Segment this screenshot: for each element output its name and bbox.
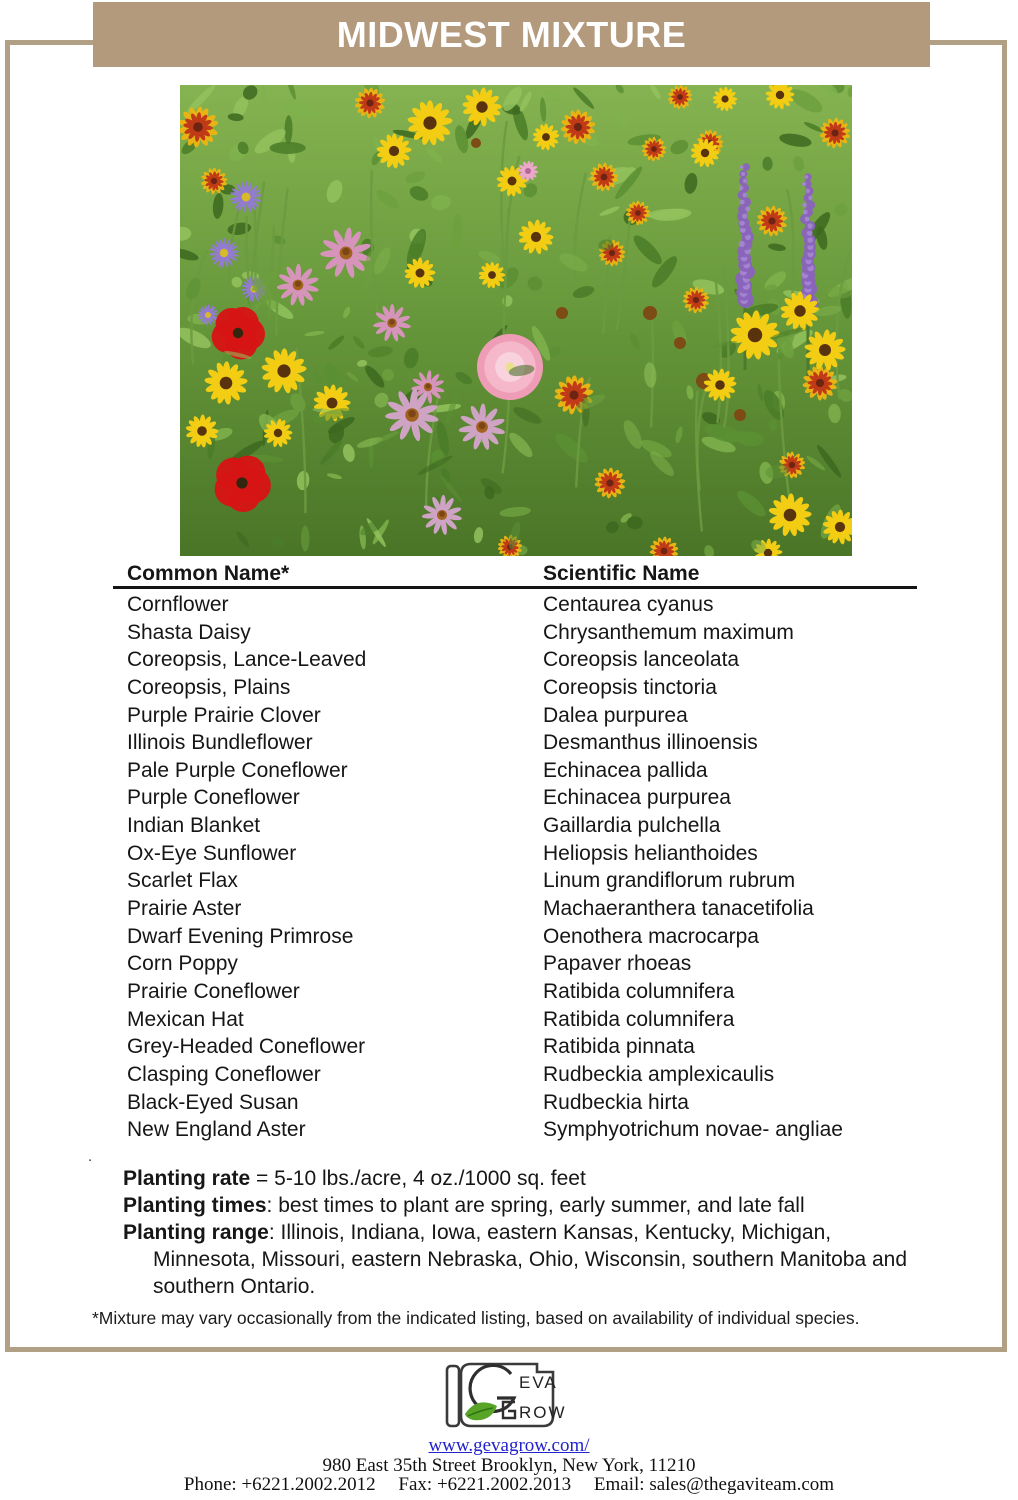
- common-name-cell: Black-Eyed Susan: [127, 1090, 299, 1114]
- table-row: [113, 1033, 917, 1061]
- scientific-name-cell: Chrysanthemum maximum: [543, 620, 794, 644]
- scientific-name-cell: Dalea purpurea: [543, 703, 688, 727]
- scientific-name-cell: Echinacea pallida: [543, 758, 708, 782]
- wildflower-meadow-photo: [180, 85, 852, 556]
- table-row: [113, 757, 917, 785]
- footer-website-line: [0, 1435, 1018, 1457]
- species-table: [113, 561, 917, 1144]
- common-name-cell: Ox-Eye Sunflower: [127, 841, 297, 865]
- table-row: [113, 895, 917, 923]
- scientific-name-cell: Ratibida pinnata: [543, 1035, 695, 1059]
- stray-period-mark: .: [88, 1148, 93, 1165]
- common-name-cell: Cornflower: [127, 593, 229, 616]
- table-row: [113, 674, 917, 702]
- common-name-cell: Dwarf Evening Primrose: [127, 924, 354, 948]
- common-name-cell: Shasta Daisy: [127, 620, 251, 644]
- scientific-name-cell: Symphyotrichum novae- angliae: [543, 1118, 843, 1142]
- planting-range-line: [123, 1220, 909, 1301]
- table-row: [113, 1061, 917, 1089]
- common-name-cell: Coreopsis, Plains: [127, 675, 291, 699]
- common-name-cell: Corn Poppy: [127, 952, 238, 976]
- scientific-name-cell: Papaver rhoeas: [543, 952, 692, 976]
- planting-info: [123, 1166, 909, 1301]
- website-link[interactable]: www.gevagrow.com/: [428, 1435, 590, 1456]
- scientific-name-cell: Coreopsis lanceolata: [543, 648, 740, 672]
- table-row: [113, 1116, 917, 1144]
- planting-times-label: Planting times: [123, 1193, 267, 1217]
- scientific-name-cell: Heliopsis helianthoides: [543, 841, 758, 865]
- planting-rate-line: [123, 1166, 909, 1193]
- table-row: [113, 867, 917, 895]
- planting-times-line: [123, 1193, 909, 1220]
- common-name-cell: New England Aster: [127, 1118, 306, 1142]
- table-row: [113, 812, 917, 840]
- footer-phone: Phone: +6221.2002.2012: [183, 1474, 376, 1495]
- table-row: [113, 923, 917, 951]
- common-name-cell: Coreopsis, Lance-Leaved: [127, 648, 367, 672]
- scientific-name-cell: Linum grandiflorum rubrum: [543, 869, 796, 893]
- mixture-footnote: *Mixture may vary occasionally from the indicated listing, based on availability of individual species.: [92, 1308, 860, 1328]
- footer-contact-line: [0, 1474, 1018, 1496]
- scientific-name-cell: Ratibida columnifera: [543, 979, 735, 1003]
- title-banner: [93, 2, 930, 67]
- table-row: [113, 840, 917, 868]
- footer-email: Email: sales@thegaviteam.com: [593, 1474, 835, 1495]
- planting-range-value: : Illinois, Indiana, Iowa, eastern Kansas, Kentucky, Michigan, Minnesota, Missouri, eastern Nebraska, Ohio, Wisconsin, southern Manitoba and southern Ontario.: [153, 1220, 908, 1298]
- table-row: [113, 1006, 917, 1034]
- wildflower-meadow-illustration: [180, 85, 852, 556]
- table-row: [113, 1089, 917, 1117]
- logo-left-bar: [447, 1366, 459, 1426]
- common-name-cell: Pale Purple Coneflower: [127, 758, 348, 782]
- column-header-common-name: Common Name*: [127, 562, 290, 585]
- scientific-name-cell: Rudbeckia amplexicaulis: [543, 1062, 775, 1086]
- table-row: [113, 619, 917, 647]
- scientific-name-cell: Machaeranthera tanacetifolia: [543, 897, 814, 921]
- scientific-name-cell: Echinacea purpurea: [543, 786, 731, 810]
- common-name-cell: Clasping Coneflower: [127, 1062, 321, 1086]
- scientific-name-cell: Centaurea cyanus: [543, 593, 714, 616]
- geva-grow-logo: [441, 1356, 579, 1434]
- table-row: [113, 729, 917, 757]
- common-name-cell: Mexican Hat: [127, 1007, 244, 1031]
- planting-times-value: : best times to plant are spring, early summer, and late fall: [266, 1193, 805, 1217]
- scientific-name-cell: Desmanthus illinoensis: [543, 731, 758, 755]
- table-row: [113, 646, 917, 674]
- common-name-cell: Purple Prairie Clover: [127, 703, 321, 727]
- table-row: [113, 702, 917, 730]
- common-name-cell: Prairie Aster: [127, 897, 242, 921]
- common-name-cell: Scarlet Flax: [127, 869, 238, 893]
- scientific-name-cell: Oenothera macrocarpa: [543, 924, 759, 948]
- logo-text-row: ROW: [519, 1403, 567, 1422]
- common-name-cell: Indian Blanket: [127, 814, 261, 838]
- geva-grow-logo-graphic: [441, 1356, 579, 1434]
- planting-range-label: Planting range: [123, 1220, 269, 1244]
- footer-fax: Fax: +6221.2002.2013: [398, 1474, 572, 1495]
- table-row: [113, 978, 917, 1006]
- common-name-cell: Purple Coneflower: [127, 786, 300, 810]
- table-row: [113, 784, 917, 812]
- page-title: MIDWEST MIXTURE: [336, 13, 687, 55]
- planting-rate-label: Planting rate: [123, 1167, 251, 1190]
- column-header-scientific-name: Scientific Name: [543, 562, 700, 585]
- scientific-name-cell: Rudbeckia hirta: [543, 1090, 689, 1114]
- table-row: [113, 591, 917, 619]
- scientific-name-cell: Gaillardia pulchella: [543, 814, 721, 838]
- common-name-cell: Grey-Headed Coneflower: [127, 1035, 366, 1059]
- common-name-cell: Prairie Coneflower: [127, 979, 300, 1003]
- planting-rate-value: = 5-10 lbs./acre, 4 oz./1000 sq. feet: [250, 1167, 586, 1190]
- common-name-cell: Illinois Bundleflower: [127, 731, 313, 755]
- scientific-name-cell: Ratibida columnifera: [543, 1007, 735, 1031]
- logo-text-eva: EVA: [519, 1373, 558, 1392]
- species-table-body: [113, 591, 917, 1144]
- table-row: [113, 950, 917, 978]
- scientific-name-cell: Coreopsis tinctoria: [543, 675, 717, 699]
- species-table-header: [113, 561, 917, 589]
- footer-address: 980 East 35th Street Brooklyn, New York, 11210: [322, 1455, 696, 1476]
